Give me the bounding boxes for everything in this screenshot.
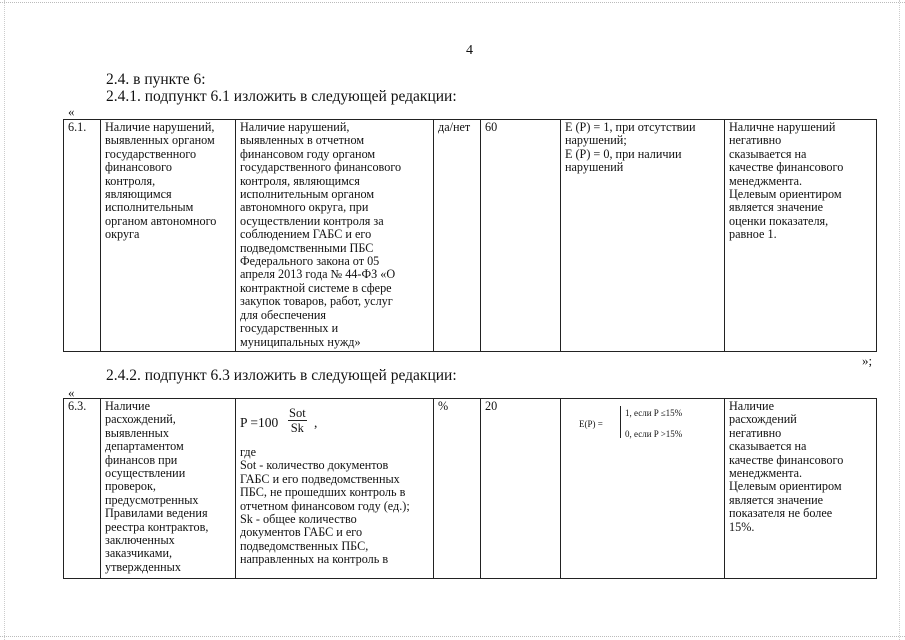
row-number: 6.1. [68,120,87,134]
evaluation-lhs: E(P) = [579,419,603,429]
row-number-cell [64,120,101,352]
subclause-6-1-table [63,119,877,352]
unit: да/нет [438,120,471,134]
indicator-description-cell [236,120,434,352]
indicator-description: Наличие нарушений, выявленных в отчетном финансовом году органом государственного финансового контроля, являющимся исполнительным органом автономного округа, при осуществлении контроля за соблюдением ГАБС и его подведомственными ПБС Федерального закона от 05 апреля 2013 года № 44-ФЗ «О контрактной системе в сфере закупок товаров, работ, услуг для обеспечения государственных и муниципальных нужд» [240,120,402,349]
table-row [64,399,877,579]
page-edge-top [0,2,905,3]
open-quote-2: « [68,385,75,400]
weight-cell [481,399,561,579]
evaluation-case-1: 1, если P ≤15% [625,408,683,418]
formula-comma: , [314,415,318,430]
open-quote-1: « [68,104,75,119]
indicator-name: Наличие нарушений, выявленных органом государственного финансового контроля, являющимся исполнительным органом автономного округа [105,120,217,242]
weight: 60 [485,120,498,134]
formula-fraction [288,406,307,436]
indicator-description-cell [236,399,434,579]
page-number: 4 [466,43,473,58]
paragraph-2-4-2: 2.4.2. подпункт 6.3 изложить в следующей редакции: [106,367,457,384]
evaluation-case-2: 0, если P >15% [625,429,683,439]
comment: Наличне нарушений негативно сказывается на качестве финансового менеджмента. Целевым ориентиром является значение оценки показателя, равное 1. [729,120,844,242]
indicator-name: Наличие расхождений, выявленных департаментом финансов при осуществлении проверок, предусмотренных Правилами ведения реестра контрактов, заключенных заказчиками, утвержденных [105,399,209,574]
table-row [64,120,877,352]
share-formula [240,406,430,446]
comment-cell [725,120,877,352]
paragraph-2-4-1: 2.4.1. подпункт 6.1 изложить в следующей редакции: [106,88,457,105]
paragraph-2-4: 2.4. в пункте 6: [106,71,206,88]
subclause-6-3-table [63,398,877,579]
weight: 20 [485,399,498,413]
indicator-name-cell [101,120,236,352]
formula-cell [561,120,725,352]
indicator-name-cell [101,399,236,579]
weight-cell [481,120,561,352]
row-number-cell [64,399,101,579]
indicator-description: где Sot - количество документов ГАБС и его подведомственных ПБС, не прошедших контроль в отчетном финансовом году (ед.); Sk - общее количество документов ГАБС и его подведомственных ПБС, направленных на контроль в [240,445,410,567]
comment-cell [725,399,877,579]
row-number: 6.3. [68,399,87,413]
formula-denominator: Sk [290,421,304,435]
formula-lhs: P =100 [240,415,279,430]
page-edge-left [4,0,5,640]
formula: E (P) = 1, при отсутствии нарушений; E (P) = 0, при наличии нарушений [565,120,696,175]
evaluation-formula [565,404,721,444]
page-edge-right [899,0,900,640]
page-edge-bottom [0,636,905,637]
unit-cell [434,120,481,352]
comment: Наличие расхождений негативно сказывается на качестве финансового менеджмента. Целевым ориентиром является значение показателя не более 15%. [729,399,844,534]
close-quote: »; [862,353,873,368]
formula-numerator: Sot [289,406,306,420]
formula-cell [561,399,725,579]
unit-cell [434,399,481,579]
unit: % [438,399,449,413]
